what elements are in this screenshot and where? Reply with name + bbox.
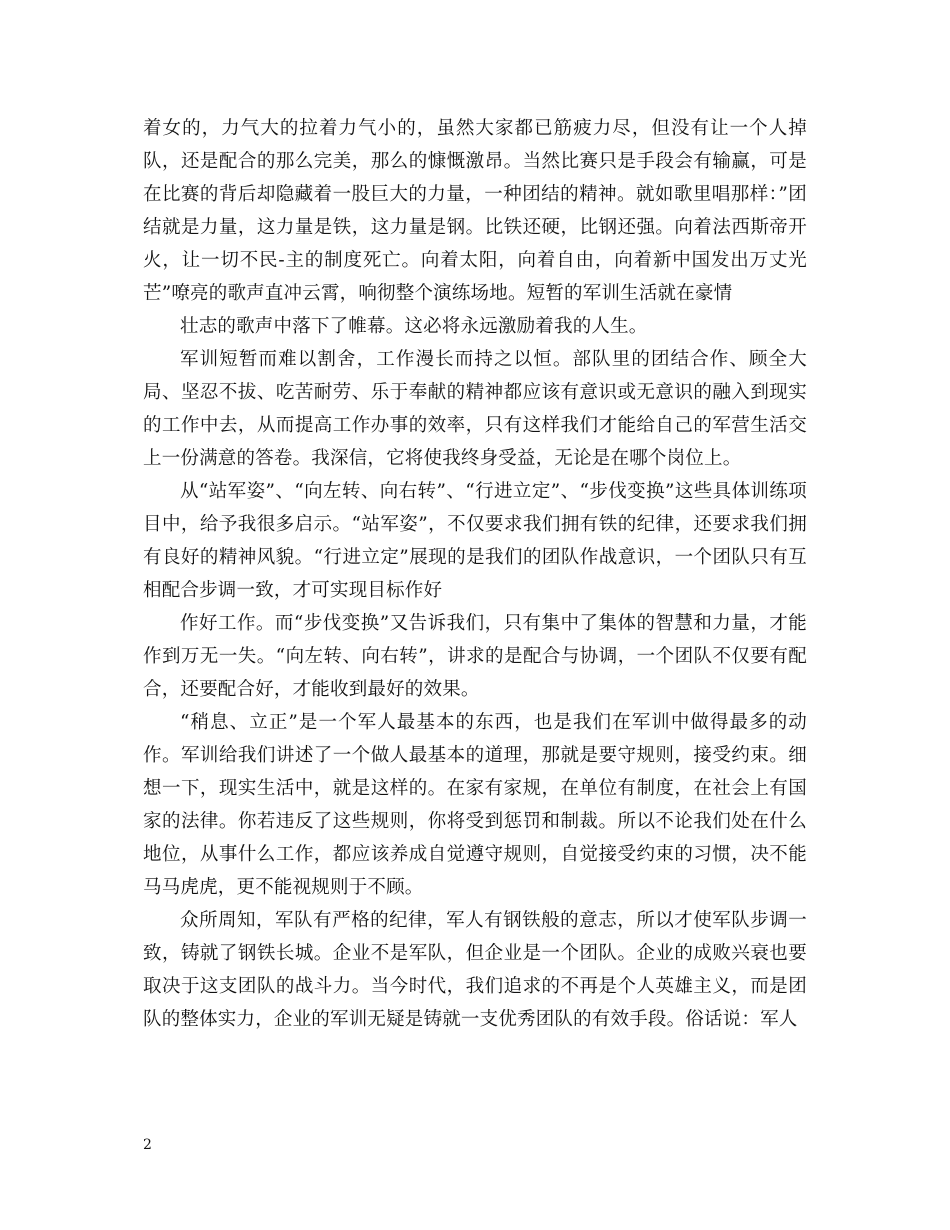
paragraph-5: 作好工作。而“步伐变换”又告诉我们，只有集中了集体的智慧和力量，才能作到万无一失。“向左转、向右转”，讲求的是配合与协调，一个团队不仅要有配合，还要配合好，才能收到最好的效果。 bbox=[143, 613, 807, 700]
page-number: 2 bbox=[143, 1137, 152, 1153]
paragraph-1: 着女的，力气大的拉着力气小的，虽然大家都已筋疲力尽，但没有让一个人掉队，还是配合的那么完美，那么的慷慨激昂。当然比赛只是手段会有输赢，可是在比赛的背后却隐藏着一股巨大的力量，一种团结的精神。就如歌里唱那样：”团结就是力量，这力量是铁，这力量是钢。比铁还硬，比钢还强。向着法西斯帝开火，让一切不民-主的制度死亡。向着太阳，向着自由，向着新中国发出万丈光芒”嘹亮的歌声直冲云霄，响彻整个演练场地。短暂的军训生活就在豪情 bbox=[143, 118, 807, 304]
paragraph-4: 从“站军姿”、“向左转、向右转”、“行进立定”、“步伐变换”这些具体训练项目中，给予我很多启示。“站军姿”，不仅要求我们拥有铁的纪律，还要求我们拥有良好的精神风貌。“行进立定”展现的是我们的团队作战意识，一个团队只有互相配合步调一致，才可实现目标作好 bbox=[143, 481, 807, 601]
paragraph-3: 军训短暂而难以割舍，工作漫长而持之以恒。部队里的团结合作、顾全大局、坚忍不拔、吃苦耐劳、乐于奉献的精神都应该有意识或无意识的融入到现实的工作中去，从而提高工作办事的效率，只有这样我们才能给自己的军营生活交上一份满意的答卷。我深信，它将使我终身受益，无论是在哪个岗位上。 bbox=[143, 349, 807, 469]
paragraph-7: 众所周知，军队有严格的纪律，军人有钢铁般的意志，所以才使军队步调一致，铸就了钢铁长城。企业不是军队，但企业是一个团队。企业的成败兴衰也要取决于这支团队的战斗力。当今时代，我们追求的不再是个人英雄主义，而是团队的整体实力，企业的军训无疑是铸就一支优秀团队的有效手段。俗话说：军人 bbox=[143, 910, 807, 1030]
page-body bbox=[143, 112, 807, 1036]
paragraph-6: “稍息、立正”是一个军人最基本的东西，也是我们在军训中做得最多的动作。军训给我们讲述了一个做人最基本的道理，那就是要守规则，接受约束。细想一下，现实生活中，就是这样的。在家有家规，在单位有制度，在社会上有国家的法律。你若违反了这些规则，你将受到惩罚和制裁。所以不论我们处在什么地位，从事什么工作，都应该养成自觉遵守规则，自觉接受约束的习惯，决不能马马虎虎，更不能视规则于不顾。 bbox=[143, 712, 807, 898]
paragraph-2: 壮志的歌声中落下了帷幕。这必将永远激励着我的人生。 bbox=[180, 316, 648, 337]
